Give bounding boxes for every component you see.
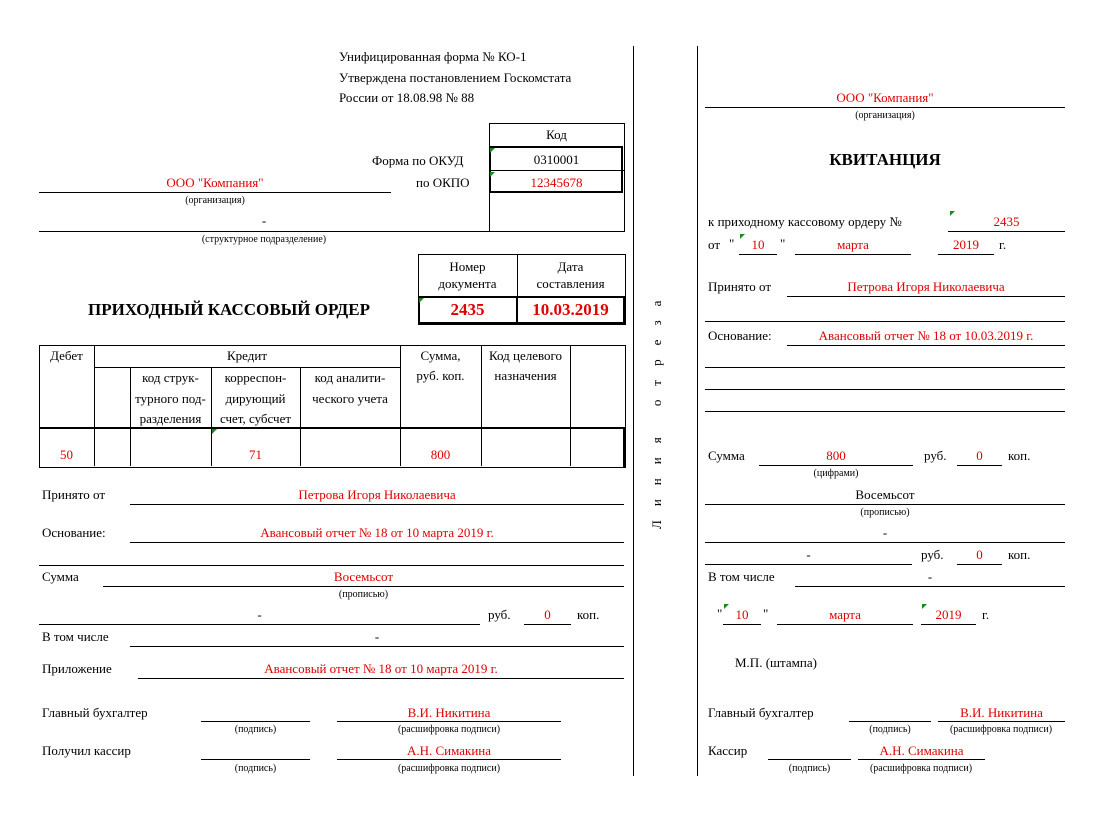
receipt-kop2-label: коп. (1008, 547, 1031, 562)
receipt-sign-caption: (подпись) (869, 724, 911, 735)
basis-label: Основание: (42, 525, 106, 540)
receipt-words-line2[interactable]: - (882, 525, 888, 540)
date-header: Дата составления (536, 259, 605, 291)
kop-label: коп. (577, 607, 600, 622)
receipt-including-value[interactable]: - (927, 569, 933, 584)
year-suffix-2: г. (982, 607, 990, 622)
receipt-chief-name[interactable]: В.И. Никитина (960, 705, 1043, 720)
digits-caption: (цифрами) (813, 468, 859, 479)
receipt-decode-caption: (расшифровка подписи) (869, 763, 973, 774)
receipt-including-label: В том числе (708, 569, 775, 584)
receipt-basis-label: Основание: (708, 328, 772, 343)
receipt-received-value[interactable]: Петрова Игоря Николаевича (847, 279, 1005, 294)
receipt-month[interactable]: марта (837, 237, 869, 252)
org-name[interactable]: ООО "Компания" (166, 175, 264, 190)
sign-caption: (подпись) (234, 763, 277, 774)
row-debit[interactable]: 50 (60, 447, 73, 462)
receipt-basis-value[interactable]: Авансовый отчет № 18 от 10.03.2019 г. (818, 328, 1034, 343)
receipt-org-caption: (организация) (855, 110, 915, 121)
cashier-label: Получил кассир (42, 743, 131, 758)
received-label: Принято от (42, 487, 106, 502)
receipt-sum-words[interactable]: Восемьсот (855, 487, 915, 502)
receipt-received-label: Принято от (708, 279, 772, 294)
including-label: В том числе (42, 629, 109, 644)
receipt-kop-label: коп. (1008, 448, 1031, 463)
col-target: Код целевого назначения (488, 348, 563, 383)
col-anal: код аналити-ческого учета (312, 370, 388, 406)
cell-marker-icon (212, 429, 217, 434)
cell-marker-icon (490, 148, 495, 153)
receipt-cashier-signature-line[interactable] (768, 759, 851, 760)
receipt-rub-label: руб. (924, 448, 947, 463)
okud-label: Форма по ОКУД (372, 153, 464, 168)
cell-marker-icon (419, 298, 424, 303)
subdivision-caption: (структурное подразделение) (201, 234, 327, 245)
quote-open-2: " (717, 606, 723, 621)
order-title: ПРИХОДНЫЙ КАССОВЫЙ ОРДЕР (88, 300, 370, 319)
sum-caption: (прописью) (338, 589, 389, 600)
receipt-kop-value[interactable]: 0 (976, 448, 983, 463)
receipt-kop2-value[interactable]: 0 (976, 547, 983, 562)
col-credit: Кредит (226, 348, 268, 363)
cut-line-right (697, 46, 698, 776)
year-suffix: г. (999, 237, 1007, 252)
received-value[interactable]: Петрова Игоря Николаевича (298, 487, 456, 502)
form-name-line3: России от 18.08.98 № 88 (339, 90, 475, 105)
org-caption: (организация) (185, 195, 245, 206)
receipt-chief-label: Главный бухгалтер (708, 705, 814, 720)
decode-caption: (расшифровка подписи) (397, 724, 501, 735)
number-header: Номер документа (438, 259, 497, 291)
including-value[interactable]: - (374, 629, 380, 644)
order-date[interactable]: 10.03.2019 (532, 300, 609, 319)
stamp-label: М.П. (штампа) (735, 655, 817, 670)
form-name-line1: Унифицированная форма № КО-1 (339, 49, 527, 64)
sign-caption: (подпись) (234, 724, 277, 735)
row-sum[interactable]: 800 (430, 447, 451, 462)
receipt-decode-caption: (расшифровка подписи) (949, 724, 1053, 735)
col-sum: Сумма, руб. коп. (416, 348, 465, 383)
sum-rub-value[interactable]: - (257, 607, 262, 622)
quote-close: " (780, 236, 786, 251)
receipt-org-name[interactable]: ООО "Компания" (836, 90, 934, 105)
quote-open: " (729, 236, 735, 251)
cashier-signature-line[interactable] (201, 759, 310, 760)
chief-name[interactable]: В.И. Никитина (407, 705, 491, 720)
okpo-value[interactable]: 12345678 (530, 175, 583, 190)
col-struct: код струк-турного под-разделения (135, 370, 206, 426)
order-number[interactable]: 2435 (450, 300, 485, 319)
from-label: от (708, 237, 721, 252)
sum-label: Сумма (42, 569, 79, 584)
cut-line-left (633, 46, 634, 776)
receipt-sign-caption: (подпись) (788, 763, 831, 774)
quote-close-2: " (763, 606, 769, 621)
receipt-cashier-name[interactable]: А.Н. Симакина (879, 743, 964, 758)
receipt-rub2-label: руб. (921, 547, 944, 562)
receipt-rub2-value[interactable]: - (806, 547, 811, 562)
row-corr[interactable]: 71 (249, 447, 262, 462)
form-name-line2: Утверждена постановлением Госкомстата (339, 70, 572, 85)
receipt-month2[interactable]: марта (829, 607, 861, 622)
decode-caption: (расшифровка подписи) (397, 763, 501, 774)
receipt-cashier-label: Кассир (708, 743, 748, 758)
cashier-name[interactable]: А.Н. Симакина (406, 743, 492, 758)
receipt-year2[interactable]: 2019 (935, 607, 962, 622)
okpo-label: по ОКПО (416, 175, 470, 190)
words-caption: (прописью) (860, 507, 910, 518)
receipt-sum-label: Сумма (708, 448, 745, 463)
chief-label: Главный бухгалтер (42, 705, 148, 720)
col-debit: Дебет (50, 348, 83, 363)
col-corr: корреспон-дирующий счет, субсчет (219, 370, 292, 426)
code-header: Код (546, 127, 567, 142)
receipt-title: КВИТАНЦИЯ (829, 150, 941, 169)
kop-value[interactable]: 0 (544, 607, 551, 622)
okud-value[interactable]: 0310001 (533, 152, 580, 167)
attachment-label: Приложение (42, 661, 112, 676)
receipt-year[interactable]: 2019 (953, 237, 979, 252)
receipt-sum-digits[interactable]: 800 (826, 448, 846, 463)
rub-label: руб. (488, 607, 511, 622)
receipt-order-number[interactable]: 2435 (993, 214, 1020, 229)
cell-marker-icon (490, 172, 495, 177)
to-order-label: к приходному кассовому ордеру № (708, 214, 902, 229)
receipt-day[interactable]: 10 (751, 237, 765, 252)
sum-words[interactable]: Восемьсот (333, 569, 394, 584)
attachment-value[interactable]: Авансовый отчет № 18 от 10 марта 2019 г. (264, 661, 498, 676)
cut-line-label: Линия отреза (649, 286, 664, 530)
chief-signature-line[interactable] (201, 721, 310, 722)
basis-value[interactable]: Авансовый отчет № 18 от 10 марта 2019 г. (260, 525, 494, 540)
subdivision-value[interactable]: - (261, 213, 267, 228)
receipt-chief-signature-line[interactable] (849, 721, 931, 722)
receipt-day2[interactable]: 10 (735, 607, 749, 622)
